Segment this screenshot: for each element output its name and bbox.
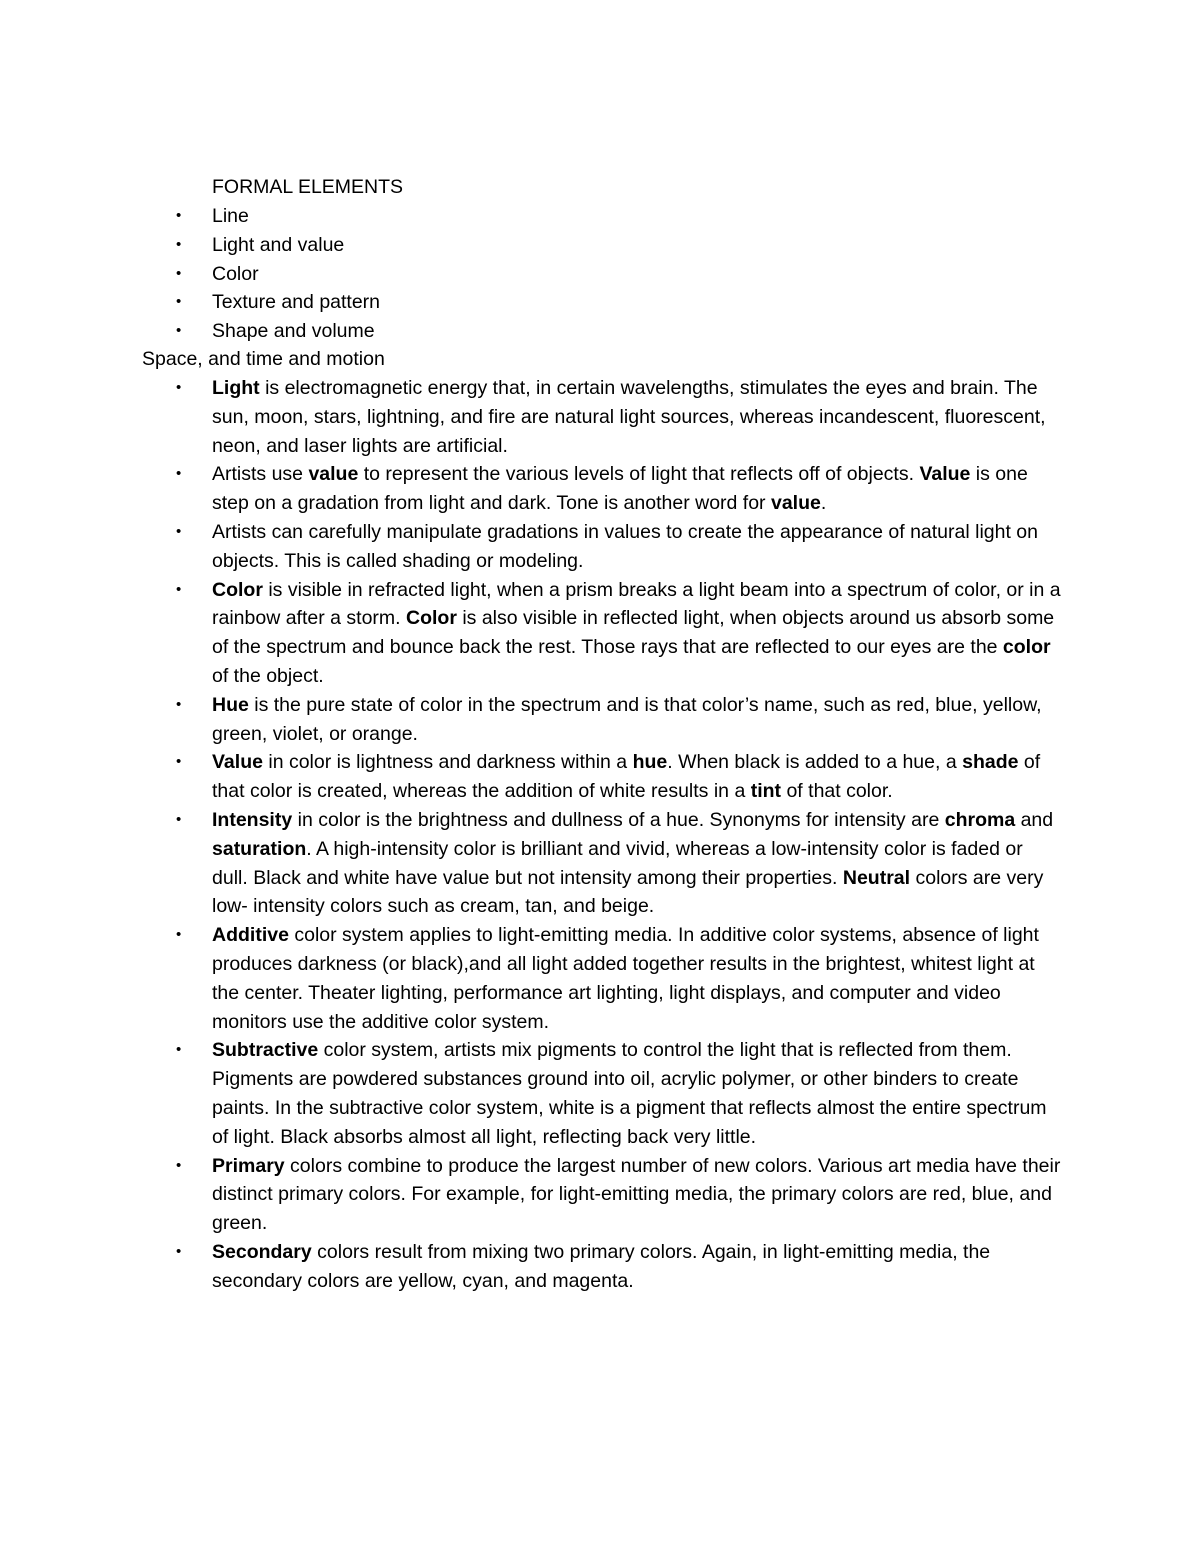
- definition-primary: [212, 1152, 1062, 1238]
- text: color system, artists mix pigments to control the light that is reflected from them. Pigments are powdered substances ground into oil, acrylic polymer, or other binders to create paints. In the subtractive color system, white is a pigment that reflects almost the entire spectrum of light. Black absorbs almost all light, reflecting back very little.: [212, 1039, 1047, 1148]
- keyword: tint: [750, 780, 782, 803]
- keyword: hue: [632, 751, 668, 774]
- text: and: [1015, 808, 1054, 831]
- list-item: • Line: [212, 202, 912, 231]
- keyword: shade: [962, 751, 1019, 774]
- keyword: Light: [212, 377, 260, 399]
- keyword: value: [770, 492, 821, 515]
- keyword: value: [308, 463, 359, 486]
- keyword: Additive: [212, 924, 289, 947]
- text: Artists can carefully manipulate gradations in values to create the appearance of natural light on objects. This is called shading or modeling.: [212, 520, 1038, 572]
- keyword: Primary: [212, 1154, 285, 1177]
- standalone-line: Space, and time and motion: [142, 348, 385, 370]
- keyword: chroma: [944, 808, 1016, 831]
- keyword: Intensity: [212, 808, 293, 831]
- page-title: FORMAL ELEMENTS: [212, 176, 404, 198]
- keyword: Color: [406, 607, 457, 630]
- text: colors result from mixing two primary colors. Again, in light-emitting media, the secondary colors are yellow, cyan, and magenta.: [212, 1240, 991, 1292]
- keyword: color: [1002, 636, 1051, 659]
- text: is also visible in reflected light, when objects around us absorb some of the spectrum and bounce back the rest. Those rays that are reflected to our eyes are the: [212, 607, 1055, 659]
- text: .: [820, 492, 827, 515]
- list-item: • Color: [212, 260, 912, 289]
- definition-hue: [212, 691, 1062, 749]
- list-item: • Texture and pattern: [212, 288, 912, 317]
- list-item: • Shape and volume: [212, 317, 912, 346]
- definition-color: [212, 576, 1062, 691]
- keyword: Subtractive: [212, 1039, 319, 1062]
- text: in color is the brightness and dullness of a hue. Synonyms for intensity are: [292, 808, 945, 831]
- definition-subtractive: [212, 1036, 1062, 1151]
- text: is one step on a gradation from light and dark. Tone is another word for: [212, 463, 1028, 515]
- keyword: Value: [212, 751, 263, 774]
- text: is electromagnetic energy that, in certain wavelengths, stimulates the eyes and brain. The sun, moon, stars, lightning, and fire are natural light sources, whereas incandescent, fluorescent, neon, and laser lights are artificial.: [212, 377, 1046, 457]
- list-item: • Light and value: [212, 231, 912, 260]
- keyword: Secondary: [212, 1240, 312, 1263]
- text: of that color.: [781, 780, 893, 803]
- text: colors are very low- intensity colors such as cream, tan, and beige.: [212, 866, 1044, 918]
- text: of that color is created, whereas the addition of white results in a: [212, 751, 1041, 803]
- text: in color is lightness and darkness within a: [262, 751, 633, 774]
- definition-value: [212, 460, 1062, 518]
- definition-value-in-color: [212, 748, 1062, 806]
- keyword: Color: [212, 578, 263, 601]
- definition-shading: [212, 518, 1062, 576]
- definition-additive: [212, 921, 1062, 1036]
- text: is the pure state of color in the spectrum and is that color’s name, such as red, blue, yellow, green, violet, or orange.: [212, 693, 1042, 745]
- text: to represent the various levels of light that reflects off of objects.: [358, 463, 920, 486]
- text: Artists use: [212, 463, 309, 486]
- text: color system applies to light-emitting media. In additive color systems, absence of light produces darkness (or black),and all light added together results in the brightest, whitest light at the center. Theater lighting, performance art lighting, light displays, and computer and video monitors use the additive color system.: [212, 924, 1039, 1033]
- text: of the object.: [212, 664, 324, 687]
- text: is visible in refracted light, when a prism breaks a light beam into a spectrum of color, or in a rainbow after a storm.: [212, 578, 1061, 630]
- keyword: saturation: [212, 837, 307, 860]
- text: . When black is added to a hue, a: [667, 751, 963, 774]
- definition-intensity: [212, 806, 1062, 921]
- definition-secondary: [212, 1238, 1062, 1296]
- keyword: Value: [919, 463, 971, 486]
- text: . A high-intensity color is brilliant and vivid, whereas a low-intensity color is faded or dull. Black and white have value but not intensity among their properties.: [212, 837, 1023, 889]
- text: colors combine to produce the largest number of new colors. Various art media have their distinct primary colors. For example, for light-emitting media, the primary colors are red, blue, and green.: [212, 1154, 1061, 1235]
- definitions-list: [212, 374, 1062, 1296]
- definition-light: [212, 374, 1062, 460]
- keyword: Hue: [212, 693, 249, 716]
- keyword: Neutral: [842, 866, 911, 889]
- formal-elements-list: [212, 202, 912, 346]
